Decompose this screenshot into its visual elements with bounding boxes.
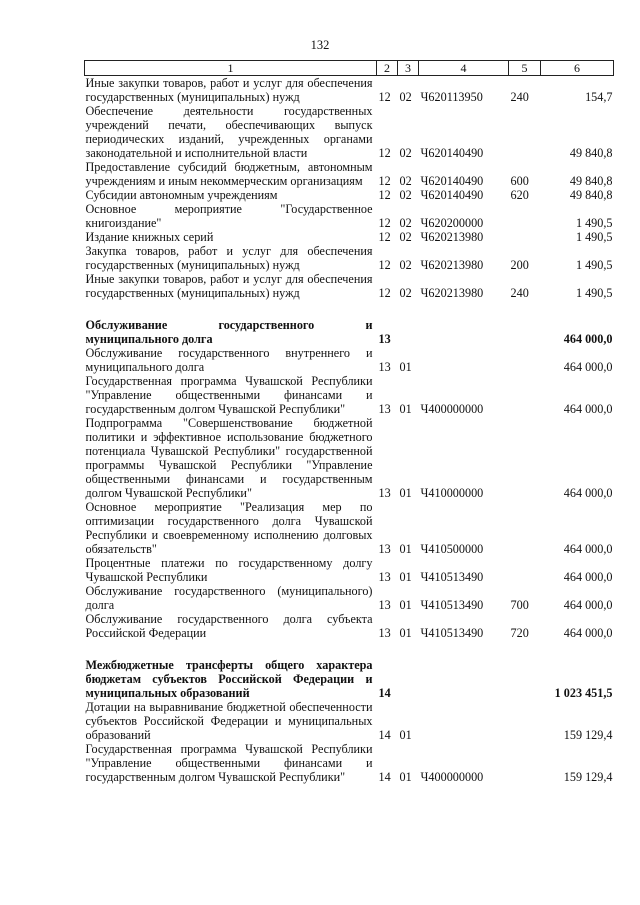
row-amount: 464 000,0 xyxy=(563,542,613,556)
row-subsection: 01 xyxy=(399,360,412,374)
row-expense-type xyxy=(509,742,541,784)
row-amount: 159 129,4 xyxy=(563,728,613,742)
row-target-code xyxy=(419,318,509,346)
row-section: 12 xyxy=(378,286,391,300)
row-name: Иные закупки товаров, работ и услуг для обеспечения государственных (муниципальных) нужд xyxy=(85,272,373,300)
row-name: Иные закупки товаров, работ и услуг для обеспечения государственных (муниципальных) нужд xyxy=(85,76,373,104)
row-subsection: 01 xyxy=(399,486,412,500)
row-section: 12 xyxy=(378,146,391,160)
row-subsection: 02 xyxy=(399,230,412,244)
header-col-6: 6 xyxy=(541,61,614,76)
table-row xyxy=(85,416,614,500)
row-expense-type xyxy=(509,374,541,416)
row-section: 13 xyxy=(378,486,391,500)
row-expense-type: 200 xyxy=(510,258,529,272)
row-section: 12 xyxy=(378,90,391,104)
table-row xyxy=(85,346,614,374)
row-amount: 1 023 451,5 xyxy=(554,686,613,700)
table-row xyxy=(85,244,614,272)
row-section: 13 xyxy=(378,570,391,584)
row-amount: 464 000,0 xyxy=(563,402,613,416)
table-row xyxy=(85,700,614,742)
row-expense-type: 700 xyxy=(510,598,529,612)
row-amount: 1 490,5 xyxy=(575,230,613,244)
spacer-cell xyxy=(85,300,614,318)
row-name: Подпрограмма "Совершенствование бюджетной политики и эффективное использование бюджетного потенциала Чувашской Республики" государственной программы Чувашской Республики "Управление общественными финансами и государственным долгом Чувашской Республики" xyxy=(85,416,373,500)
header-col-1: 1 xyxy=(85,61,377,76)
table-spacer-row xyxy=(85,640,614,658)
row-expense-type xyxy=(509,556,541,584)
row-target-code: Ч620213980 xyxy=(420,230,484,244)
row-section: 13 xyxy=(378,402,391,416)
row-subsection: 02 xyxy=(399,90,412,104)
row-expense-type xyxy=(509,104,541,160)
row-expense-type: 620 xyxy=(510,188,529,202)
row-amount: 49 840,8 xyxy=(569,146,613,160)
row-section: 12 xyxy=(378,258,391,272)
row-expense-type xyxy=(509,658,541,700)
row-subsection: 02 xyxy=(399,258,412,272)
row-subsection: 02 xyxy=(399,216,412,230)
table-row xyxy=(85,556,614,584)
row-name: Обеспечение деятельности государственных учреждений печати, обеспечивающих выпуск периодических изданий, учрежденных органами законодательной и исполнительной власти xyxy=(85,104,373,160)
table-row xyxy=(85,318,614,346)
table-row xyxy=(85,612,614,640)
row-name: Государственная программа Чувашской Республики "Управление общественными финансами и государственным долгом Чувашской Республики" xyxy=(85,742,373,784)
row-subsection: 02 xyxy=(399,286,412,300)
row-expense-type xyxy=(509,346,541,374)
table-spacer-row xyxy=(85,300,614,318)
row-subsection: 01 xyxy=(399,626,412,640)
row-target-code: Ч620213980 xyxy=(420,286,484,300)
table-header xyxy=(85,61,614,76)
table-row xyxy=(85,374,614,416)
row-amount: 49 840,8 xyxy=(569,174,613,188)
row-section: 13 xyxy=(378,626,391,640)
row-subsection: 02 xyxy=(399,188,412,202)
row-amount: 464 000,0 xyxy=(563,626,613,640)
row-subsection: 01 xyxy=(399,542,412,556)
row-target-code: Ч410513490 xyxy=(420,626,484,640)
row-target-code: Ч410000000 xyxy=(420,486,484,500)
row-expense-type xyxy=(509,202,541,230)
row-section: 13 xyxy=(378,598,391,612)
row-name: Государственная программа Чувашской Республики "Управление общественными финансами и государственным долгом Чувашской Республики" xyxy=(85,374,373,416)
row-amount: 464 000,0 xyxy=(563,332,613,346)
row-target-code: Ч620140490 xyxy=(420,174,484,188)
row-amount: 154,7 xyxy=(585,90,613,104)
row-name: Основное мероприятие "Реализация мер по оптимизации государственного долга Чувашской Республики и своевременному исполнению долговых обязательств" xyxy=(85,500,373,556)
row-subsection: 01 xyxy=(399,570,412,584)
row-target-code xyxy=(419,700,509,742)
row-target-code: Ч410500000 xyxy=(420,542,484,556)
header-col-3: 3 xyxy=(398,61,419,76)
table-row xyxy=(85,104,614,160)
table-row xyxy=(85,584,614,612)
row-section: 13 xyxy=(378,542,391,556)
table-row xyxy=(85,658,614,700)
row-amount: 464 000,0 xyxy=(563,570,613,584)
row-target-code: Ч400000000 xyxy=(420,770,484,784)
row-expense-type xyxy=(509,230,541,244)
row-section: 12 xyxy=(378,174,391,188)
row-expense-type: 240 xyxy=(510,286,529,300)
table-row xyxy=(85,500,614,556)
row-section: 12 xyxy=(378,230,391,244)
row-amount: 159 129,4 xyxy=(563,770,613,784)
row-target-code: Ч620200000 xyxy=(420,216,484,230)
spacer-cell xyxy=(85,640,614,658)
header-col-2: 2 xyxy=(377,61,398,76)
row-target-code: Ч620113950 xyxy=(420,90,483,104)
row-name: Закупка товаров, работ и услуг для обеспечения государственных (муниципальных) нужд xyxy=(85,244,373,272)
row-subsection: 02 xyxy=(399,174,412,188)
table-row xyxy=(85,230,614,244)
row-name: Дотации на выравнивание бюджетной обеспеченности субъектов Российской Федерации и муниципальных образований xyxy=(85,700,373,742)
row-section: 12 xyxy=(378,216,391,230)
row-section: 14 xyxy=(378,728,391,742)
row-name: Предоставление субсидий бюджетным, автономным учреждениям и иным некоммерческим организациям xyxy=(85,160,373,188)
row-name: Обслуживание государственного долга субъекта Российской Федерации xyxy=(85,612,373,640)
row-expense-type: 720 xyxy=(510,626,529,640)
row-name: Основное мероприятие "Государственное книгоиздание" xyxy=(85,202,373,230)
row-name: Субсидии автономным учреждениям xyxy=(85,188,278,202)
table-body xyxy=(85,76,614,785)
page-number: 132 xyxy=(310,38,330,52)
row-subsection: 01 xyxy=(399,728,412,742)
row-subsection: 01 xyxy=(399,402,412,416)
row-expense-type xyxy=(509,500,541,556)
row-name: Обслуживание государственного внутреннего и муниципального долга xyxy=(85,346,373,374)
row-section: 14 xyxy=(378,770,391,784)
budget-table xyxy=(84,60,614,784)
row-name: Процентные платежи по государственному долгу Чувашской Республики xyxy=(85,556,373,584)
row-target-code xyxy=(419,658,509,700)
table-row xyxy=(85,188,614,202)
row-subsection: 01 xyxy=(399,770,412,784)
table-row xyxy=(85,742,614,784)
row-subsection xyxy=(398,658,419,700)
row-subsection: 02 xyxy=(399,146,412,160)
row-target-code: Ч620140490 xyxy=(420,146,484,160)
row-amount: 464 000,0 xyxy=(563,598,613,612)
row-name: Обслуживание государственного (муниципального) долга xyxy=(85,584,373,612)
table-row xyxy=(85,272,614,300)
header-col-5: 5 xyxy=(509,61,541,76)
row-name: Обслуживание государственного и муниципального долга xyxy=(85,318,373,346)
row-section: 13 xyxy=(378,360,391,374)
row-subsection xyxy=(398,318,419,346)
row-name: Издание книжных серий xyxy=(85,230,214,244)
row-section: 12 xyxy=(378,188,391,202)
row-expense-type xyxy=(509,416,541,500)
row-expense-type xyxy=(509,318,541,346)
row-name: Межбюджетные трансферты общего характера бюджетам субъектов Российской Федерации и муниципальных образований xyxy=(85,658,373,700)
row-target-code: Ч400000000 xyxy=(420,402,484,416)
row-target-code: Ч410513490 xyxy=(420,570,484,584)
row-section: 13 xyxy=(378,332,391,346)
row-expense-type xyxy=(509,700,541,742)
row-amount: 49 840,8 xyxy=(569,188,613,202)
row-target-code: Ч620213980 xyxy=(420,258,484,272)
table-row xyxy=(85,160,614,188)
table-row xyxy=(85,76,614,105)
row-subsection: 01 xyxy=(399,598,412,612)
row-section: 14 xyxy=(378,686,391,700)
header-col-4: 4 xyxy=(419,61,509,76)
row-target-code xyxy=(419,346,509,374)
row-expense-type: 600 xyxy=(510,174,529,188)
table-row xyxy=(85,202,614,230)
row-target-code: Ч620140490 xyxy=(420,188,484,202)
row-amount: 464 000,0 xyxy=(563,486,613,500)
row-expense-type: 240 xyxy=(510,90,529,104)
row-amount: 1 490,5 xyxy=(575,286,613,300)
row-amount: 1 490,5 xyxy=(575,216,613,230)
row-amount: 464 000,0 xyxy=(563,360,613,374)
row-target-code: Ч410513490 xyxy=(420,598,484,612)
row-amount: 1 490,5 xyxy=(575,258,613,272)
